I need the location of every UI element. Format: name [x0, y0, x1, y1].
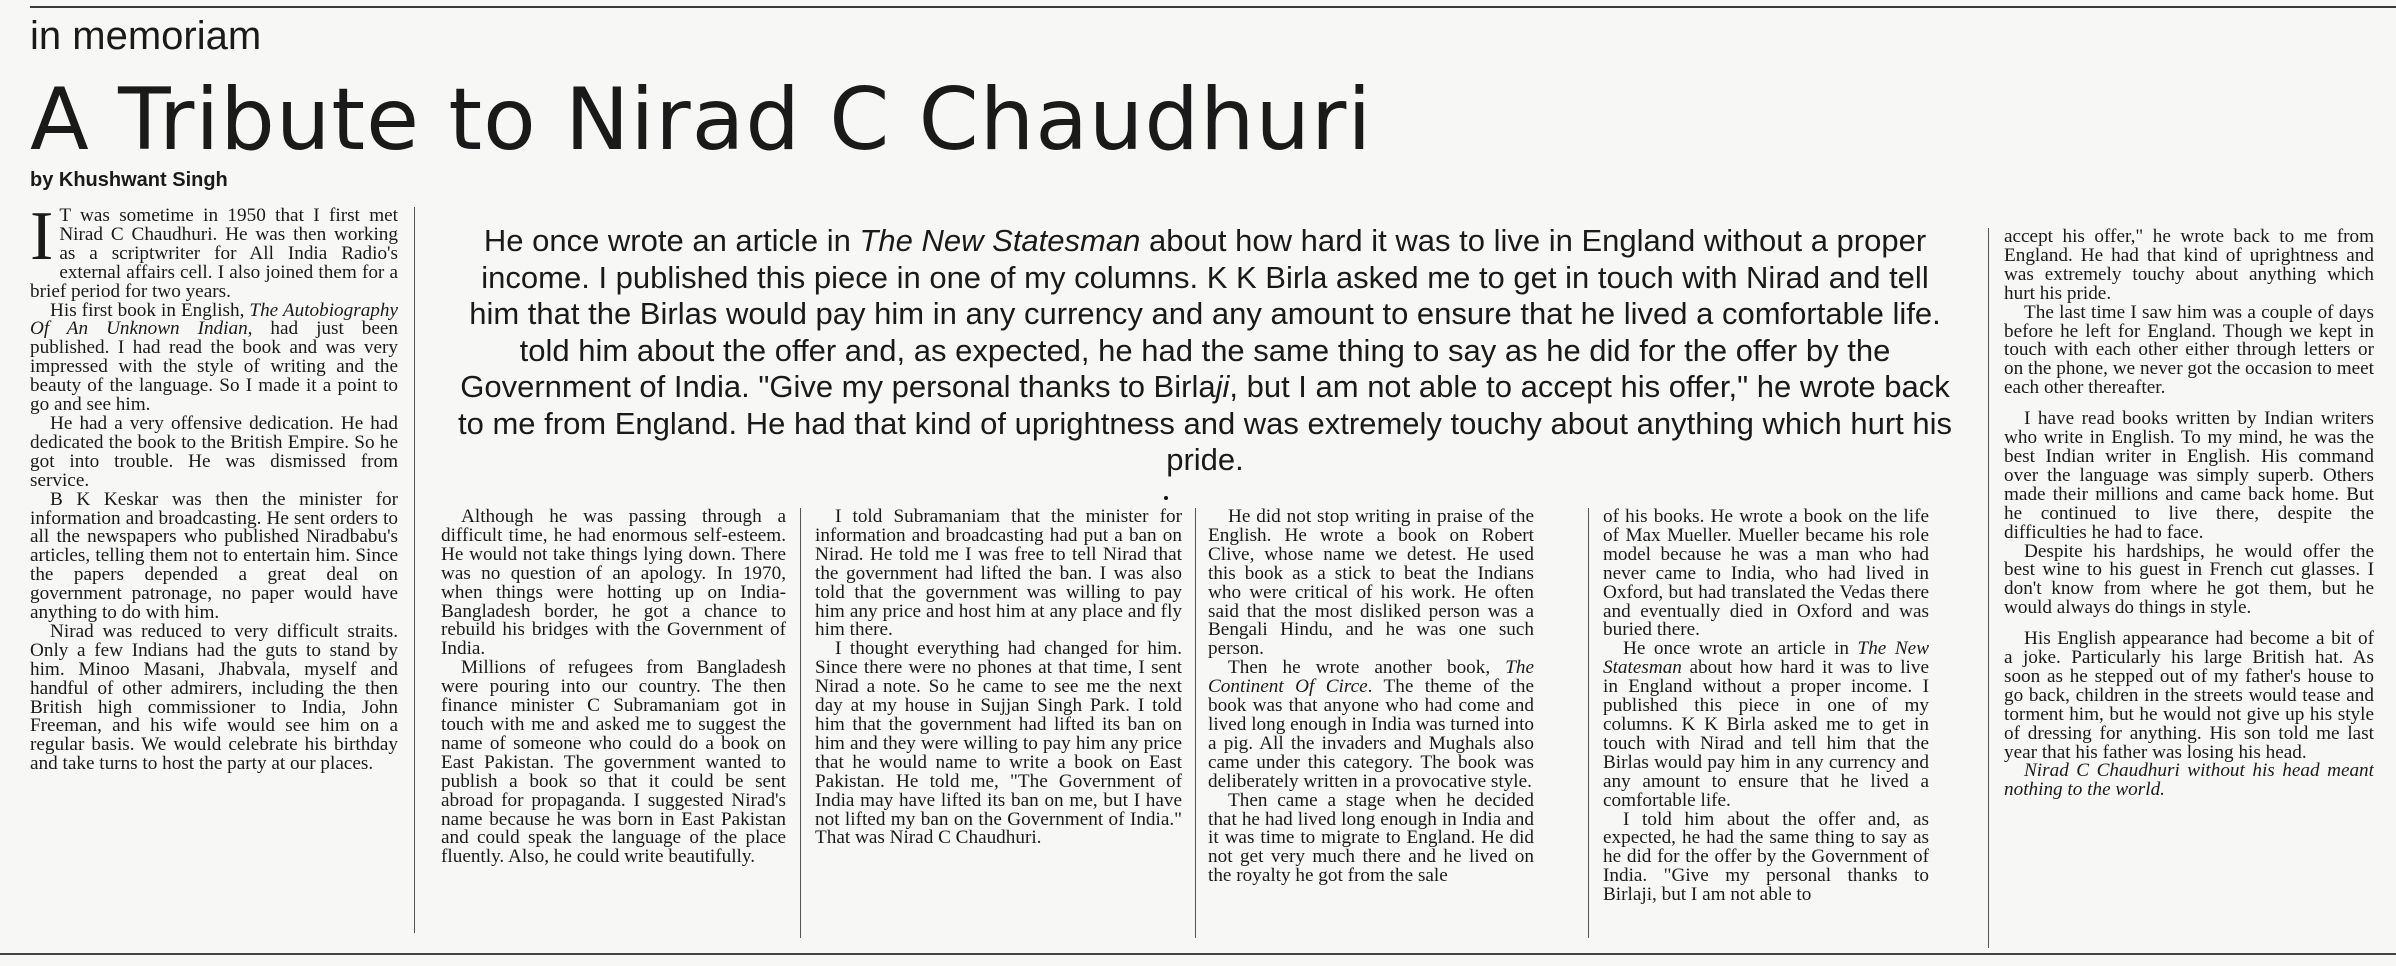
paragraph: B K Keskar was then the minister for information and broadcasting. He sent orders to all the newspapers who published Niradbabu's articles, telling them not to entertain him. Since the papers depended a great deal on government patronage, no paper would have anything to do with him. [30, 488, 398, 624]
column-3 [815, 508, 1182, 938]
paragraph: Then came a stage when he decided that he had lived long enough in India and it was time to migrate to England. He did not get very much there and he lived on the royalty he got from the sale [1208, 789, 1534, 887]
closing-paragraph: Nirad C Chaudhuri without his head meant nothing to the world. [2004, 760, 2374, 801]
paragraph: Nirad was reduced to very difficult straits. Only a few Indians had the guts to stand by him. Minoo Masani, Jhabvala, myself and handful of other admirers, including the then British high commissioner to India, John Freeman, and his wife would see him on a regular basis. We would celebrate his birthday and take turns to host the party at our places. [30, 620, 398, 775]
column-rule [1588, 508, 1589, 938]
drop-cap: I [30, 207, 54, 275]
paragraph: I told him about the offer and, as expected, he had the same thing to say as he did for the offer by the Government of India. "Give my personal thanks to Birlaji, but I am not able to [1603, 808, 1929, 906]
paragraph: The last time I saw him was a couple of days before he left for England. Though we kept in touch with each other either through letters or on the phone, we never got the occasion to meet each other thereafter. [2004, 301, 2374, 399]
ornament-dot [1164, 496, 1168, 500]
paragraph: Millions of refugees from Bangladesh were pouring into our country. The then finance minister C Subramaniam got in touch with me and asked me to suggest the name of someone who could do a book on East Pakistan. The government wanted to publish a book so that it could be sent abroad for propaganda. I suggested Nirad's name because he was born in East Pakistan and could speak the language of the place fluently. Also, he could write beautifully. [441, 657, 786, 868]
paragraph: His English appearance had become a bit of a joke. Particularly his large British hat. As soon as he stepped out of my father's house to go back, children in the streets would tease and torment him, but he would not give up his style of dressing for anything. His son told me last year that his father was losing his head. [2004, 628, 2374, 763]
paragraph: He once wrote an article in The New Statesman about how hard it was to live in England without a proper income. I published this piece in one of my columns. K K Birla asked me to get in touch with Nirad and tell him that the Birlas would pay him in any currency and any amount to ensure that he lived a comfortable life. [1603, 638, 1929, 811]
paragraph: He had a very offensive dedication. He had dedicated the book to the British Empire. So he got into trouble. He was dismissed from service. [30, 412, 398, 491]
paragraph: accept his offer," he wrote back to me from England. He had that kind of uprightness and was extremely touchy about anything which hurt his pride. [2004, 228, 2374, 304]
paragraph: Despite his hardships, he would offer the best wine to his guest in French cut glasses. I don't know from where he got them, but he would always do things in style. [2004, 540, 2374, 619]
publication-title: The New Statesman [859, 223, 1141, 258]
paragraph: Although he was passing through a difficult time, he had enormous self-esteem. He would not take things lying down. There was no question of an apology. In 1970, when things were hotting up on India-Bangladesh border, he got a chance to rebuild his bridges with the Government of India. [441, 508, 786, 660]
paragraph: His first book in English, The Autobiography Of An Unknown Indian, had just been published. I had read the book and was very impressed with the style of writing and the beauty of the language. So I made it a point to go and see him. [30, 299, 398, 416]
opening-paragraph: I T was sometime in 1950 that I first met Nirad C Chaudhuri. He was then working as a scriptwriter for All India Radio's external affairs cell. I also joined them for a brief period for two years. [30, 207, 398, 302]
column-rule [414, 207, 415, 933]
paragraph: He did not stop writing in praise of the English. He wrote a book on Robert Clive, whose name we detest. He used this book as a stick to beat the Indians who were critical of his work. He often said that the most disliked person was a Bengali Hindu, and he was one such person. [1208, 508, 1534, 660]
book-title: The Continent Of Circe [1208, 657, 1534, 698]
column-rule [800, 508, 801, 938]
article-headline: A Tribute to Nirad C Chaudhuri [30, 70, 1373, 170]
publication-title: The New Statesman [1603, 638, 1929, 679]
top-rule [30, 6, 2396, 8]
paragraph: I told Subramaniam that the minister for information and broadcasting had put a ban on Nirad. He told me I was free to tell Nirad that the government had lifted the ban. I was also told that the government was willing to pay him any price and host him at any place and fly him there. [815, 508, 1182, 641]
column-2 [441, 508, 786, 938]
paragraph: I thought everything had changed for him. Since there were no phones at that time, I sent Nirad a note. So he came to see me the next day at my house in Sujjan Singh Park. I told him that the government had lifted its ban on him and they were willing to pay him any price that he would name to write a book on East Pakistan. He told me, "The Government of India may have lifted its ban on me, but I have not lifted my ban on the Government of India." That was Nirad C Chaudhuri. [815, 638, 1182, 849]
byline: by Khushwant Singh [30, 169, 228, 191]
book-title: The Autobiography Of An Unknown Indian [30, 299, 398, 340]
column-rule [1988, 228, 1989, 948]
paragraph: of his books. He wrote a book on the life of Max Mueller. Mueller became his role model because he was a man who had never came to India, who had lived in Oxford, but had translated the Vedas there and eventually died in Oxford and was buried there. [1603, 508, 1929, 641]
column-rule [1195, 508, 1196, 938]
column-1 [30, 207, 398, 933]
pull-quote: He once wrote an article in The New Statesman about how hard it was to live in England without a proper income. I published this piece in one of my columns. K K Birla asked me to get in touch with Nirad and tell him that the Birlas would pay him in any currency and any amount to ensure that he lived a comfortable life. told him about the offer and, as expected, he had the same thing to say as he did for the offer by the Government of India. "Give my personal thanks to Birlaji, but I am not able to accept his offer," he wrote back to me from England. He had that kind of uprightness and was extremely touchy about anything which hurt his pride. [457, 223, 1952, 477]
column-4 [1208, 508, 1534, 938]
section-kicker: in memoriam [30, 14, 262, 58]
column-5 [1603, 508, 1929, 938]
bottom-rule [0, 953, 2396, 955]
paragraph: I have read books written by Indian writers who write in English. To my mind, he was the best Indian writer in English. His command over the language was simply superb. Others made their millions and came back home. But he continued to live there, despite the difficulties he had to face. [2004, 408, 2374, 543]
column-6 [2004, 228, 2374, 948]
paragraph: Then he wrote another book, The Continent Of Circe. The theme of the book was that anyone who had come and lived long enough in India was turned into a pig. All the invaders and Mughals also came under this category. The book was deliberately written in a provocative style. [1208, 657, 1534, 792]
